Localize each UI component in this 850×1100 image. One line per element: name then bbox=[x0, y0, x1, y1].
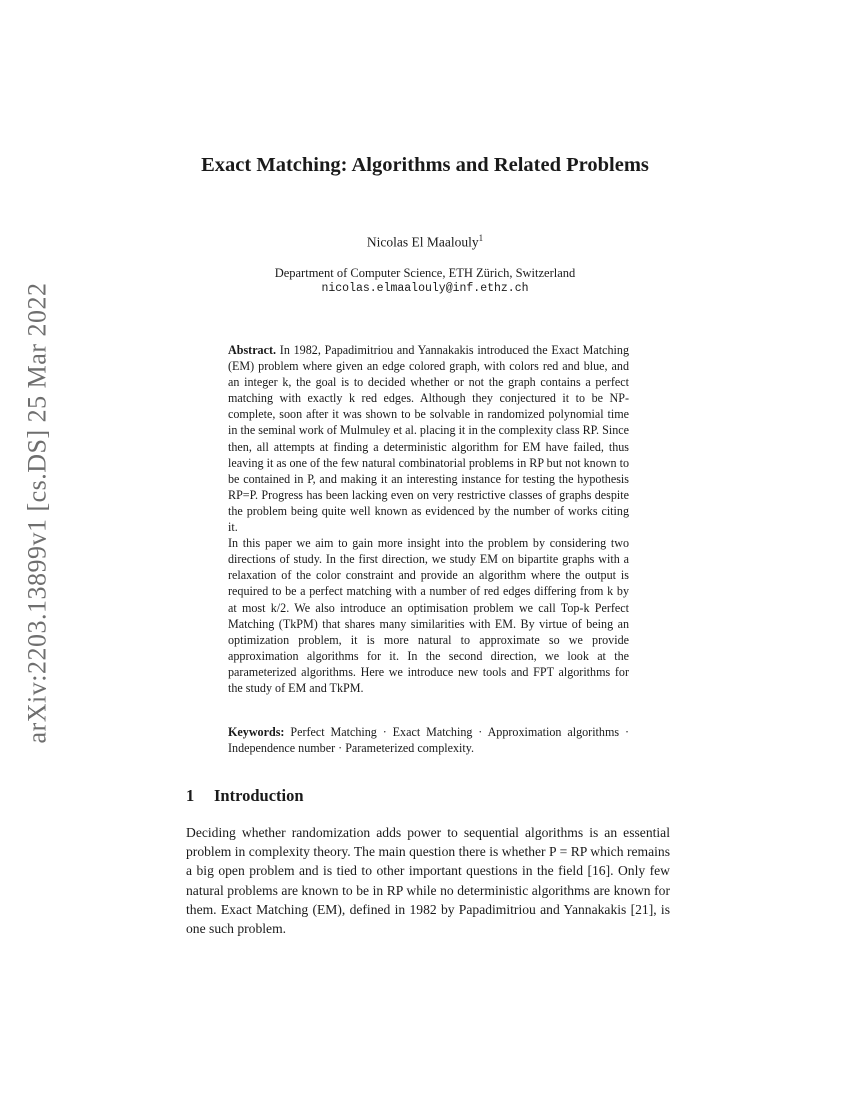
abstract-paragraph-2: In this paper we aim to gain more insight into the problem by considering two directions of study. In the first direction, we study EM on bipartite graphs with a relaxation of the color constraint and provide an algorithm where the output is required to be a perfect matching with a number of red edges differing from k by at most k/2. We also introduce an optimisation problem we call Top-k Perfect Matching (TkPM) that shares many similarities with EM. By virtue of being an optimization problem, it is more natural to approximate so we provide approximation algorithms for it. In the second direction, we look at the parameterized algorithms. Here we introduce new tools and FPT algorithms for the study of EM and TkPM. bbox=[228, 536, 629, 695]
paper-title: Exact Matching: Algorithms and Related Problems bbox=[201, 154, 649, 176]
keywords-label: Keywords: bbox=[228, 725, 285, 739]
abstract-label: Abstract. bbox=[228, 343, 277, 357]
keywords bbox=[228, 724, 629, 756]
author-affiliation-mark: 1 bbox=[478, 233, 484, 243]
section-number: 1 bbox=[186, 786, 195, 805]
arxiv-identifier-text: arXiv:2203.13899v1 [cs.DS] 25 Mar 2022 bbox=[22, 282, 52, 744]
abstract-text-1: In 1982, Papadimitriou and Yannakakis introduced the Exact Matching (EM) problem where given an edge colored graph, with colors red and blue, and an integer k, the goal is to decided whether or not the graph contains a perfect matching with exactly k red edges. Although they conjectured it to be NP-complete, soon after it was shown to be solvable in randomized polynomial time in the seminal work of Mulmuley et al. placing it in the complexity class RP. Since then, all attempts at finding a deterministic algorithm for EM have failed, thus leaving it as one of the few natural combinatorial problems in RP but not known to be contained in P, and making it an interesting instance for testing the hypothesis RP=P. Progress has been lacking even on very restrictive classes of graphs despite the problem being quite well known as evidenced by the number of works citing it. bbox=[228, 343, 629, 535]
author-line bbox=[150, 233, 700, 251]
arxiv-identifier-stamp bbox=[22, 263, 52, 763]
author-name: Nicolas El Maalouly bbox=[366, 234, 479, 250]
intro-paragraph: Deciding whether randomization adds power to sequential algorithms is an essential problem in complexity theory. The main question there is whether P = RP which remains a big open problem and is tied to other important questions in the field [16]. Only few natural problems are known to be in RP while no deterministic algorithms are known for them. Exact Matching (EM), defined in 1982 by Papadimitriou and Yannakakis [21], is one such problem. bbox=[186, 825, 670, 937]
abstract-paragraph-1 bbox=[228, 342, 629, 535]
section-title: Introduction bbox=[214, 786, 304, 805]
department: Department of Computer Science, ETH Zürich, Switzerland bbox=[274, 266, 576, 280]
keywords-text: Perfect Matching · Exact Matching · Approximation algorithms · Independence number · Parameterized complexity. bbox=[228, 725, 630, 756]
section-heading-introduction bbox=[186, 786, 304, 806]
abstract bbox=[228, 342, 629, 696]
author-email[interactable]: nicolas.elmaalouly@inf.ethz.ch bbox=[321, 282, 529, 295]
affiliation-block bbox=[150, 265, 700, 297]
introduction-body bbox=[186, 823, 670, 938]
